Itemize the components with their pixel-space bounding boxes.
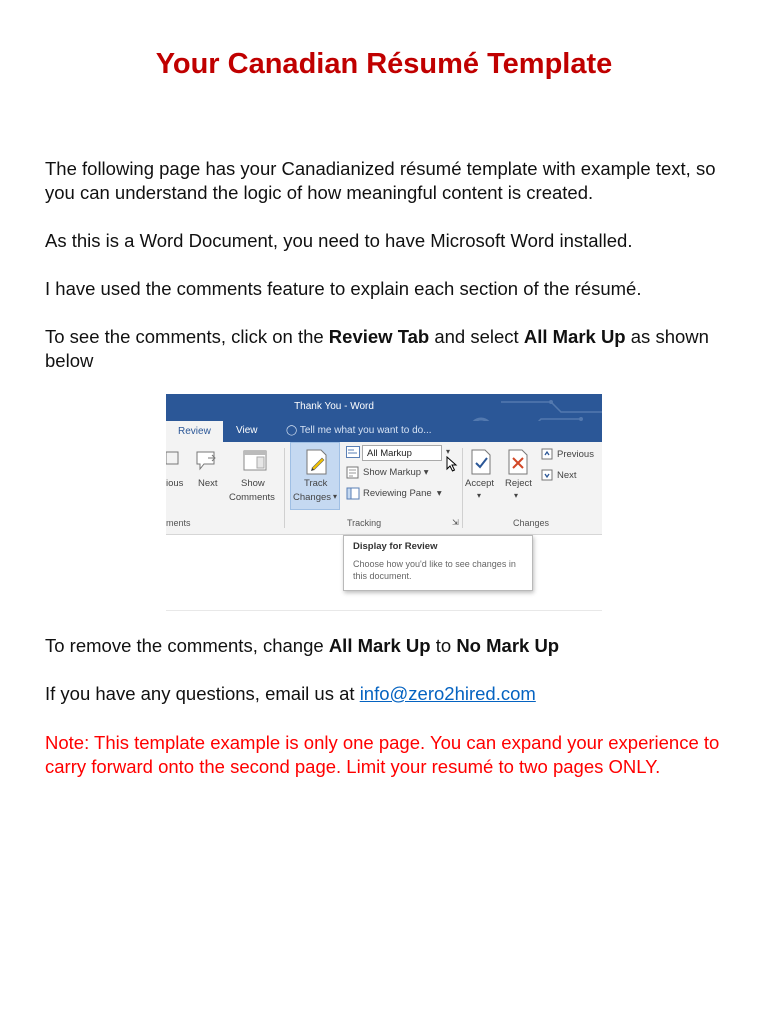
next-change-button[interactable]: Next [557,470,577,481]
previous-comment-icon [166,450,180,470]
text: To see the comments, click on the [45,326,329,347]
review-tab-emphasis: Review Tab [328,326,430,347]
comments-label: Comments [229,492,275,503]
text: and select [429,326,524,347]
tracking-group-label: Tracking [347,518,382,528]
all-mark-up-emphasis: All Mark Up [523,326,626,347]
chevron-down-icon: ▾ [477,491,482,500]
track-changes-icon [304,448,330,476]
next-label: Next [198,478,218,489]
chevron-down-icon: ▾ [333,492,338,501]
display-for-review-tooltip [343,535,533,591]
group-divider [284,448,285,528]
ribbon-tab-row [166,421,602,442]
lightbulb-icon: ◯ [286,425,298,436]
tab-view[interactable]: View [236,425,258,436]
text: to [430,635,457,656]
show-comments-icon[interactable] [242,448,268,474]
dialog-launcher-icon[interactable]: ⇲ [452,518,459,527]
accept-icon[interactable] [470,448,492,476]
mouse-cursor-icon [446,456,460,472]
comments-group-label: ments [166,518,191,528]
reviewing-pane-label: Reviewing Pane [363,488,432,499]
comments-feature-paragraph: I have used the comments feature to explain each section of the résumé. [45,278,642,299]
word-title-bar [166,394,602,421]
show-markup-label: Show Markup [363,467,422,478]
review-ribbon [166,442,602,535]
display-for-review-icon [346,446,360,458]
next-comment-icon[interactable] [194,448,220,474]
text: If you have any questions, email us at [45,683,360,704]
previous-label: ious [166,478,184,489]
show-label: Show [241,478,265,489]
tell-me-text: Tell me what you want to do... [299,425,432,436]
tell-me-search[interactable] [286,425,432,436]
word-ribbon-screenshot [166,394,602,611]
tooltip-title: Display for Review [353,541,438,552]
remove-comments-paragraph [45,634,735,658]
reject-label: Reject [505,478,532,489]
text: To remove the comments, change [45,635,329,656]
email-link[interactable]: info@zero2hired.com [359,683,536,704]
all-mark-up-emphasis: All Mark Up [328,635,431,656]
previous-change-icon [540,447,554,461]
changes-label: Changes [293,492,332,503]
show-markup-button[interactable]: Show Markup ▾ [363,467,429,478]
markup-dropdown[interactable] [362,445,442,461]
reviewing-pane-icon [346,487,360,500]
questions-paragraph [45,682,735,706]
changes-group-label: Changes [513,518,550,528]
next-change-icon [540,468,554,482]
chevron-down-icon[interactable]: ▾ [446,447,451,456]
window-title: Thank You - Word [294,401,374,412]
reject-icon[interactable] [507,448,529,476]
accept-label: Accept [465,478,495,489]
previous-change-button[interactable]: Previous [557,449,594,460]
note-paragraph: Note: This template example is only one page. You can expand your experience to carry forward onto the second page. Limit your resumé to two pages ONLY. [45,732,720,777]
tab-review[interactable]: Review [166,421,223,442]
group-divider [462,448,463,528]
page-title: Your Canadian Résumé Template [155,48,613,80]
reviewing-pane-button[interactable]: Reviewing Pane ▾ [363,488,442,499]
intro-paragraph: The following page has your Canadianized résumé template with example text, so you can understand the logic of how meaningful content is created. [45,158,716,203]
show-markup-icon [346,466,360,479]
word-required-paragraph: As this is a Word Document, you need to have Microsoft Word installed. [45,230,633,251]
no-mark-up-emphasis: No Mark Up [456,635,560,656]
text: as shown below [45,326,709,371]
chevron-down-icon: ▾ [514,491,519,500]
markup-dropdown-value: All Markup [367,448,412,459]
track-label: Track [304,478,328,489]
tooltip-body: Choose how you'd like to see changes in this document. [353,559,516,581]
see-comments-paragraph [45,325,735,373]
